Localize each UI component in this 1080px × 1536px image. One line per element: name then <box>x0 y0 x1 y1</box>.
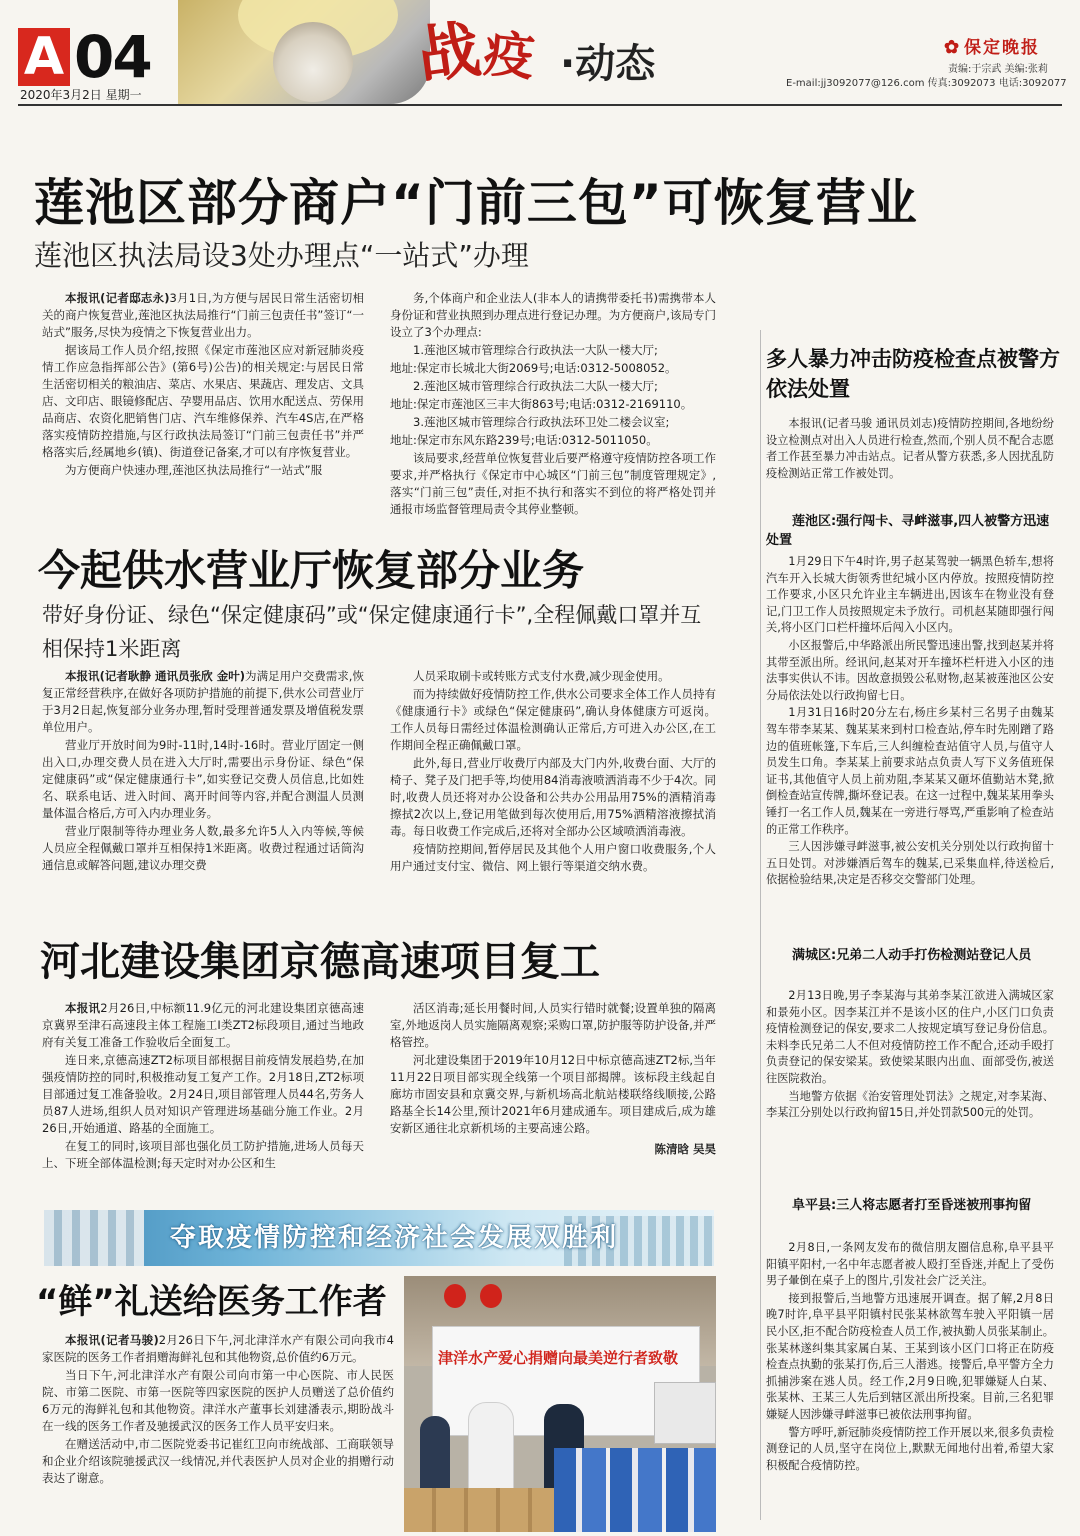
header-photo-medic <box>178 0 430 104</box>
paragraph <box>390 290 716 341</box>
paragraph-text: 2.莲池区城市管理综合行政执法二大队一楼大厅; <box>413 379 658 393</box>
water-article-column-1 <box>42 668 364 920</box>
paragraph-text: 在复工的同时,该项目部也强化员工防护措施,进场人员每天上、下班全部体温检测;每天定时对办公区和生 <box>42 1139 364 1170</box>
article-authors: 陈清晗 吴昊 <box>654 1142 716 1156</box>
paragraph-text: 地址:保定市东风东路239号;电话:0312-5011050。 <box>390 433 658 447</box>
paragraph <box>42 1436 394 1487</box>
paragraph <box>390 1000 716 1051</box>
byline: 本报讯(记者耿静 通讯员张欣 金叶) <box>65 669 246 683</box>
main-article-column-1 <box>42 290 364 522</box>
section-slogan-char-2: 疫 <box>481 23 537 88</box>
paragraph-text: 接到报警后,当地警方迅速展开调查。据了解,2月8日晚7时许,阜平县平阳镇村民张某林欲驾车驶入平阳镇一居民小区,拒不配合防疫检查人员工作,被执勤人员张某制止。张某林遂纠集其家属白某、王某到该小区门口将正在防疫检查点执勤的张某打伤,后三人潜逃。接警后,阜平警方全力抓捕涉案在逃人员。经工作,2月9日晚,犯罪嫌疑人白某、张某林、王某三人先后到辖区派出所投案。目前,三名犯罪嫌疑人因涉嫌寻衅滋事已被依法刑事拘留。 <box>766 1291 1054 1421</box>
paragraph-text: 3月1日,为方便与居民日常生活密切相关的商户恢复营业,莲池区执法局推行“门前三包责任书”签订“一站式”服务,尽快为疫情之下恢复营业出力。 <box>42 291 364 339</box>
paragraph-text: 而为持续做好疫情防控工作,供水公司要求全体工作人员持有《健康通行卡》或绿色“保定健康码”,确认身体健康方可返岗。工作人员每日需经过体温检测确认正常后,方可进入办公区,在工作期间全程正确佩戴口罩。 <box>390 687 716 752</box>
paragraph <box>766 1240 1054 1290</box>
paragraph <box>42 668 364 736</box>
paragraph <box>766 1291 1054 1424</box>
paragraph-text: 1.莲池区城市管理综合行政执法一大队一楼大厅; <box>413 343 658 357</box>
paragraph-text: 地址:保定市莲池区三丰大街863号;电话:0312-2169110。 <box>390 397 693 411</box>
paragraph <box>766 1089 1054 1122</box>
paragraph <box>390 668 716 685</box>
editors-credit: 责编:于宗武 美编:张莉 <box>948 64 1048 75</box>
paragraph-text: 营业厅限制等待办理业务人数,最多允许5人入内等候,等候人员应全程佩戴口罩并互相保持1米距离。收费过程通过话筒沟通信息或解答问题,建议办理交费 <box>42 824 364 872</box>
paragraph <box>390 396 716 413</box>
paragraph <box>766 1425 1054 1475</box>
paragraph-text: 人员采取刷卡或转账方式支付水费,减少现金使用。 <box>413 669 670 683</box>
brand-name: 保定晚报 <box>964 38 1040 58</box>
banner-text: 夺取疫情防控和经济社会发展双胜利 <box>170 1223 619 1253</box>
paragraph <box>390 755 716 840</box>
paragraph <box>42 1000 364 1051</box>
masthead <box>0 0 1080 110</box>
sidebar-section-2 <box>766 988 1054 1184</box>
paragraph <box>390 686 716 754</box>
paragraph-text: 在赠送活动中,市二医院党委书记崔红卫向市统战部、工商联领导和企业介绍该院驰援武汉一线情况,并代表医护人员对企业的捐赠行动表达了谢意。 <box>42 1437 394 1485</box>
paragraph <box>390 342 716 359</box>
paragraph-text: 为方便商户快速办理,莲池区执法局推行“一站式”服 <box>65 463 323 477</box>
issue-date: 2020年3月2日 星期一 <box>20 88 142 102</box>
sidebar-section-3-title: 阜平县:三人将志愿者打至昏迷被刑事拘留 <box>792 1198 1032 1213</box>
paragraph <box>42 1052 364 1137</box>
paragraph-text: 2月26日下午,河北津洋水产有限公司向我市4家医院的医务工作者捐赠海鲜礼包和其他物资,总价值约6万元。 <box>42 1333 394 1364</box>
paragraph-text: 该局要求,经营单位恢复营业后要严格遵守疫情防控各项工作要求,并严格执行《保定市中心城区“门前三包”制度管理规定》,落实“门前三包”责任,对拒不执行和落实不到位的将严格处罚并通报市场监督管理局责令其停业整顿。 <box>390 451 716 516</box>
paragraph-text: 务,个体商户和企业法人(非本人的请携带委托书)需携带本人身份证和营业执照到办理点进行登记办理。为方便商户,该局专门设立了3个办理点: <box>390 291 716 339</box>
paragraph-text: 1月29日下午4时许,男子赵某驾驶一辆黑色轿车,想将汽车开入长城大街领秀世纪城小区内停放。按照疫情防控工作要求,小区只允许业主车辆进出,因该车在物业没有登记,门卫工作人员按照规定未予放行。司机赵某随即强行闯关,将小区门口栏杆撞坏后闯入小区内。 <box>766 555 1054 635</box>
paragraph <box>766 638 1054 704</box>
sidebar-section-1 <box>766 554 1054 938</box>
paragraph <box>390 841 716 875</box>
paragraph-text: 2月8日,一条网友发布的微信朋友圈信息称,阜平县平阳镇平阳村,一名中年志愿者被人殴打至昏迷,并配上了受伤男子暈倒在桌子上的图片,引发社会广泛关注。 <box>766 1241 1054 1288</box>
paragraph-text: 当日下午,河北津洋水产有限公司向市第一中心医院、市人民医院、市第二医院、市第一医院等四家医院的医护人员赠送了总价值约6万元的海鲜礼包和其他物资。津洋水产董事长刘建潘表示,期盼战斗在一线的医务工作者及驰援武汉的医务工作人员平安归来。 <box>42 1368 394 1433</box>
paragraph <box>42 290 364 341</box>
sidebar-section-3 <box>766 1240 1054 1532</box>
photo-truck-cab <box>654 1382 716 1444</box>
paragraph-text: 河北建设集团于2019年10月12日中标京德高速ZT2标,当年11月22日项目部实现全线第一个项目部揭牌。该标段主线起自廊坊市固安县和京冀交界,与新机场高北航站楼联络线顺接,公路路基全长14公里,预计2021年6月建成通车。项目建成后,成为雄安新区通往北京新机场的主要高速公路。 <box>390 1053 716 1135</box>
fresh-article-column <box>42 1332 394 1532</box>
paragraph <box>766 705 1054 838</box>
byline: 本报讯 <box>65 1001 101 1015</box>
hebei-article-column-1 <box>42 1000 364 1200</box>
paragraph <box>766 554 1054 637</box>
main-article-column-2 <box>390 290 716 522</box>
byline: 本报讯(记者邸志永) <box>65 291 170 305</box>
paragraph <box>42 462 364 479</box>
paragraph <box>766 416 1054 482</box>
paragraph <box>766 988 1054 1088</box>
donation-photo <box>404 1276 716 1532</box>
headline-fresh: “鲜”礼送给医务工作者 <box>36 1282 387 1322</box>
paragraph-text: 1月31日16时20分左右,杨庄乡某村三名男子由魏某驾车带李某某、魏某某来到村口检查站,停车时先刚蹭了路边的值班帐篷,下车后,三人纠缠检查站值守人员,与值守人员发生口角。李某某上前要求站点负责人写下义务值班保证书,其他值守人员上前劝阻,李某某又砸坏值勤站木凳,掀倒检查站宣传牌,撕坏登记表。在这一过程中,魏某某用拳头锤打一名工作人员,魏某在一旁进行辱骂,严重影响了检查站的正常工作秩序。 <box>766 706 1054 836</box>
photo-cardboard-boxes <box>404 1488 554 1532</box>
subhead-main: 莲池区执法局设3处办理点“一站式”办理 <box>34 239 529 272</box>
byline: 本报讯(记者马骏) <box>65 1333 159 1347</box>
paragraph <box>390 360 716 377</box>
page-number: 04 <box>74 23 151 91</box>
paragraph-text: 三人因涉嫌寻衅滋事,被公安机关分别处以行政拘留十五日处罚。对涉嫌酒后驾车的魏某,已采集血样,待送检后,依据检验结果,决定是否移交交警部门处理。 <box>766 840 1054 887</box>
section-slogan-char-1: 战 <box>413 12 485 93</box>
sidebar-headline: 多人暴力冲击防疫检查点被警方依法处置 <box>766 347 1060 401</box>
contact-info: E-mail:jj3092077@126.com 传真:3092073 电话:3092077 <box>786 78 1067 89</box>
red-lantern-icon <box>480 1284 502 1308</box>
sidebar-divider <box>760 330 761 1520</box>
paragraph <box>42 1138 364 1172</box>
hebei-article-column-2 <box>390 1000 716 1200</box>
paragraph <box>42 1332 394 1366</box>
paragraph <box>390 378 716 395</box>
water-article-column-2 <box>390 668 716 920</box>
banner-medics-graphic <box>44 1210 144 1266</box>
paragraph <box>390 432 716 449</box>
sidebar-intro <box>766 416 1054 508</box>
paragraph <box>42 823 364 874</box>
section-slogan-dongtai: ·动态 <box>560 41 656 87</box>
paragraph-text: 营业厅开放时间为9时-11时,14时-16时。营业厅固定一侧出入口,办理交费人员在进入大厅时,需要出示身份证、绿色“保定健康码”或“保定健康通行卡”,如实登记交费人员信息,比如姓名、联系电话、进入时间、离开时间等内容,并配合测温人员测量体温合格后,方可入内办理业务。 <box>42 738 364 820</box>
paragraph <box>42 1367 394 1435</box>
paragraph-text: 2月13日晚,男子李某海与其弟李某江欲进入满城区家和景苑小区。因李某江并不是该小区的住户,小区门口负责疫情检测登记的保安,要求二人按规定填写登记身份信息。未料李氏兄弟二人不但对疫情防控工作不配合,还动手殴打负责登记的保安梁某。致使梁某眼内出血、面部受伤,被送往医院救治。 <box>766 989 1054 1085</box>
paragraph-text: 疫情防控期间,暂停居民及其他个人用户窗口收费服务,个人用户通过支付宝、微信、网上银行等渠道交纳水费。 <box>390 842 716 873</box>
paragraph <box>390 1052 716 1137</box>
headline-main: 莲池区部分商户“门前三包”可恢复营业 <box>34 174 918 232</box>
paragraph-text: 警方呼吁,新冠肺炎疫情防控工作开展以来,很多负责检测登记的人员,坚守在岗位上,默默无闻地付出着,希望大家积极配合疫情防控。 <box>766 1425 1054 1472</box>
sidebar-section-2-title: 满城区:兄弟二人动手打伤检测站登记人员 <box>792 948 1032 963</box>
byline: 本报讯(记者马骏 通讯员刘志) <box>788 417 937 430</box>
paragraph <box>390 450 716 518</box>
newspaper-brand <box>944 36 1066 60</box>
masked-face-shape <box>273 22 353 102</box>
masthead-divider <box>18 104 1062 106</box>
paragraph-text: 连日来,京德高速ZT2标项目部根据目前疫情发展趋势,在加强疫情防控的同时,积极推动复工复产工作。2月18日,ZT2标项目部通过复工准备验收。2月24日,项目部管理人员44名,劳务人员87人进场,组织人员对知识产管理进场基础分施工作业。2月26日,开始通道、路基的全面施工。 <box>42 1053 364 1135</box>
paragraph-text: 当地警方依据《治安管理处罚法》之规定,对李某海、李某江分别处以行政拘留15日,并处罚款500元的处罚。 <box>766 1089 1054 1120</box>
truck-banner-text: 津洋水产爱心捐赠向最美逆行者致敬 <box>438 1349 679 1367</box>
paragraph <box>42 342 364 461</box>
paragraph-text: 活区消毒;延长用餐时间,人员实行错时就餐;设置单独的隔离室,外地返岗人员实施隔离观察;采购口罩,防护服等防护设备,并严格管控。 <box>390 1001 716 1049</box>
paragraph-text: 3.莲池区城市管理综合行政执法环卫处二楼会议室; <box>413 415 670 429</box>
paragraph-text: 据该局工作人员介绍,按照《保定市莲池区应对新冠肺炎疫情工作应急指挥部公告》(第6号)公告)的相关规定:与居民日常生活密切相关的粮油店、菜店、水果店、果蔬店、理发店、文具店、文印店、眼镜修配店、孕婴用品店、饮用水配送点、劳保用品商店、农资化肥销售门店、汽车维修保养、汽车4S店,在严格落实疫情防控措施,与区行政执法局签订“门前三包责任书”并严格落实后,经属地乡(镇)、街道登记备案,才可以有序恢复营业。 <box>42 343 364 459</box>
slogan-banner <box>44 1210 714 1266</box>
brand-logo-icon: ✿ <box>944 37 960 58</box>
paragraph-text: 疫情防控期间,各地纷纷设立检测点对出入人员进行检查,然而,个别人员不配合志愿者工作甚至暴力冲击站点。记者从警方获悉,多人因扰乱防疫检测站正常工作被处罚。 <box>766 417 1054 480</box>
paragraph-text: 2月26日,中标额11.9亿元的河北建设集团京德高速京冀界至津石高速段主体工程施工Ⅰ类ZT2标段项目,通过当地政府有关复工准备工作验收后全面复工。 <box>42 1001 364 1049</box>
paragraph-text: 此外,每日,营业厅收费厅内部及大门内外,收费台面、大厅的椅子、凳子及门把手等,均使用84消毒液喷洒消毒不少于4次。同时,收费人员还将对办公设备和公共办公用品用75%的酒精消毒擦拭2次以上,登记用笔做到每次使用后,用75%酒精溶液擦拭消毒。每日收费工作完成后,还将对全部办公区域喷洒消毒液。 <box>390 756 716 838</box>
sidebar-section-1-title: 莲池区:强行闯卡、寻衅滋事,四人被警方迅速处置 <box>766 514 1050 548</box>
paragraph <box>766 839 1054 889</box>
page-letter: A <box>18 28 70 86</box>
headline-hebei: 河北建设集团京德高速项目复工 <box>40 939 600 985</box>
paragraph-text: 为满足用户交费需求,恢复正常经营秩序,在做好各项防护措施的前提下,供水公司营业厅于3月2日起,恢复部分业务办理,暂时受理普通发票及增值税发票单位用户。 <box>42 669 364 734</box>
subhead-water: 带好身份证、绿色“保定健康码”或“保定健康通行卡”,全程佩戴口罩并互相保持1米距离 <box>42 603 702 661</box>
paragraph-text: 地址:保定市长城北大街2069号;电话:0312-5008052。 <box>390 361 677 375</box>
photo-person-white-coat <box>468 1402 514 1502</box>
photo-donation-boxes <box>554 1448 716 1532</box>
paragraph <box>390 414 716 431</box>
paragraph-text: 小区报警后,中华路派出所民警迅速出警,找到赵某并将其带至派出所。经讯问,赵某对开车撞坏栏杆进入小区的违法事实供认不讳。因故意损毁公私财物,赵某被莲池区公安分局依法处以行政拘留七日。 <box>766 638 1054 702</box>
red-lantern-icon <box>444 1284 466 1308</box>
headline-water: 今起供水营业厅恢复部分业务 <box>38 546 585 595</box>
paragraph <box>42 737 364 822</box>
